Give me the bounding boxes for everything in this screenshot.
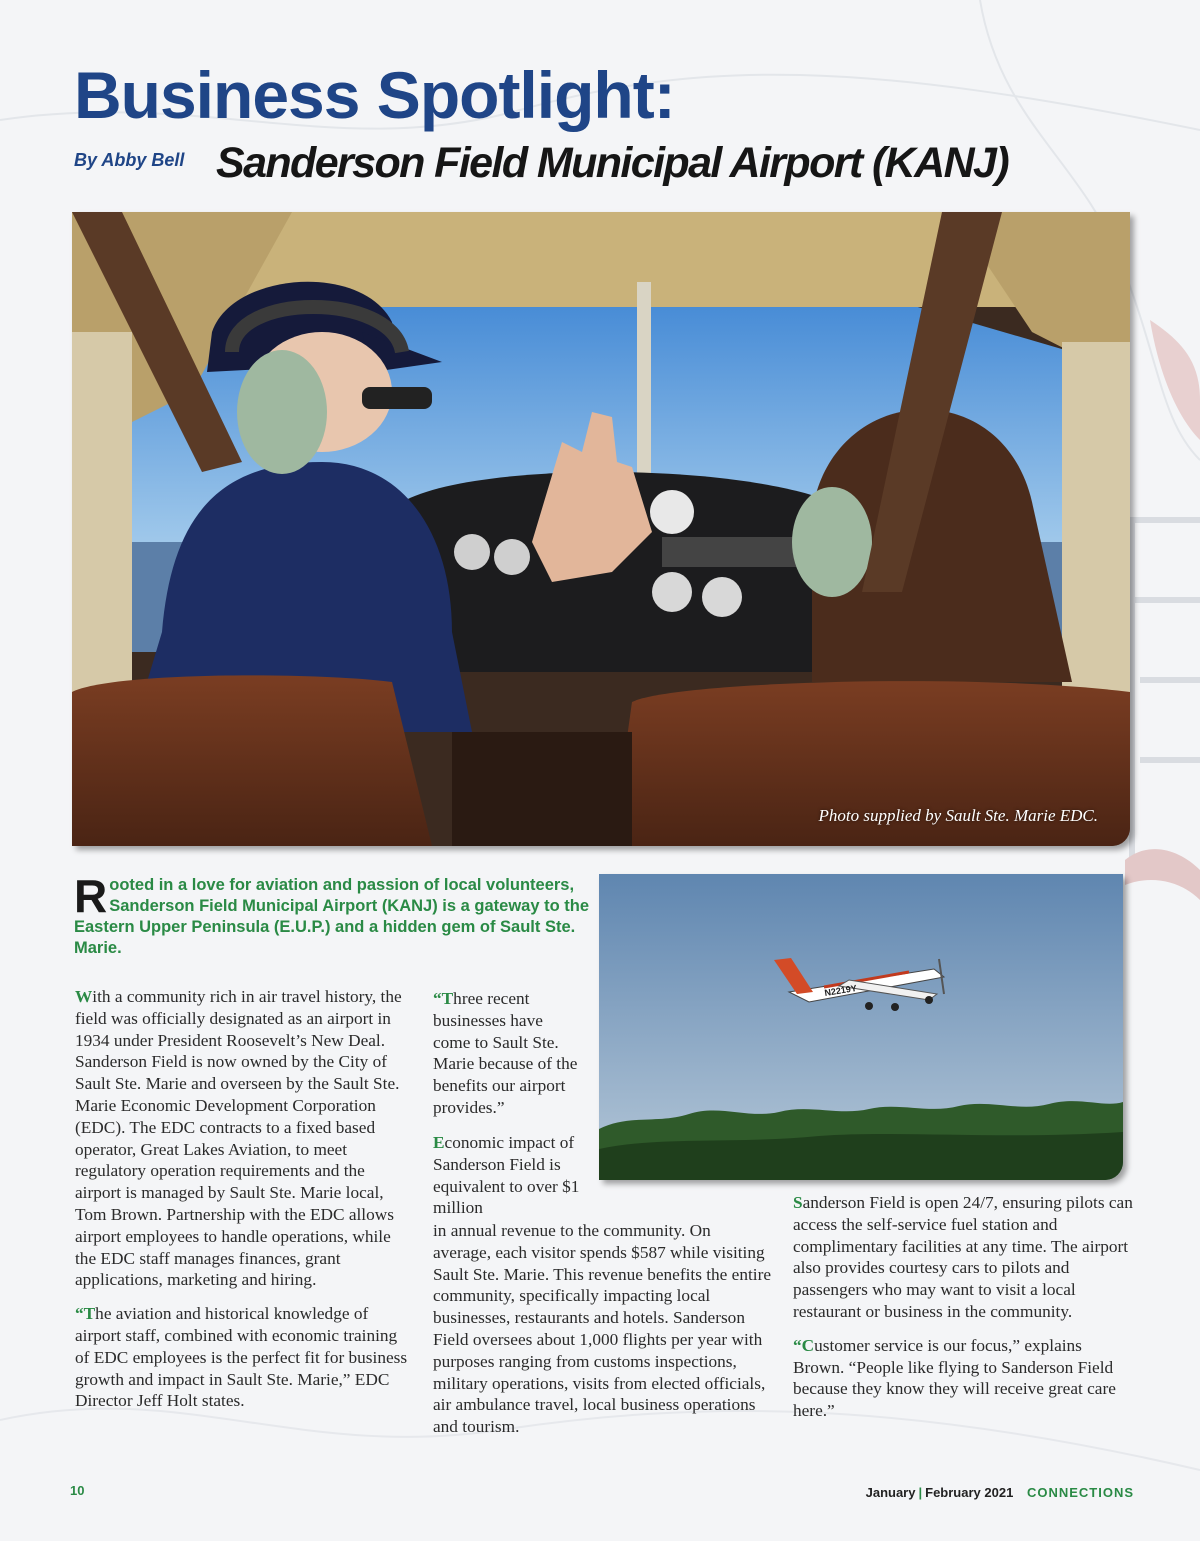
col1-p2-text: he aviation and historical knowledge of airport staff, combined with economic training of EDC employees is the perfect fit for business growth and impact in Sault Ste. Marie,” EDC Director Jeff Holt states.: [75, 1304, 408, 1411]
author-byline: By Abby Bell: [74, 150, 185, 170]
intro-dropcap: R: [74, 870, 108, 922]
col2-cap: E: [433, 1133, 445, 1152]
intro-text: ooted in a love for aviation and passion of local volunteers, Sanderson Field Municipal Airport (KANJ) is a gateway to the Eastern Upper Peninsula (E.U.P.) and a hidden gem of Sault Ste. Marie.: [74, 876, 590, 957]
col2-narrow-text: conomic impact of Sanderson Field is equivalent to over $1 million: [433, 1133, 580, 1218]
issue-month-2: February: [925, 1485, 981, 1500]
column-2-wide: [433, 1220, 773, 1438]
col3-p2-cap: “C: [793, 1335, 815, 1355]
quote-cap: “T: [433, 989, 454, 1008]
intro-paragraph: [74, 870, 590, 959]
col1-paragraph-2: [75, 1303, 415, 1412]
col1-paragraph-1: [75, 986, 415, 1291]
month-divider: |: [918, 1485, 923, 1500]
col2-wide-text: in annual revenue to the community. On average, each visitor spends $587 while visiting Sault Ste. Marie. This revenue benefits the entire community, specifically impacting local businesses, restaurants and hotels. Sanderson Field oversees about 1,000 flights per year with purposes ranging from customs inspections, military operations, visits from elected officials, air ambulance travel, local business operations and tourism.: [433, 1221, 772, 1437]
issue-year: 2021: [984, 1485, 1014, 1500]
column-1: [75, 986, 415, 1424]
quote-text: hree recent businesses have come to Sault Ste. Marie because of the benefits our airport provides.”: [433, 989, 578, 1117]
pull-quote: [433, 988, 583, 1119]
col3-p1-cap: S: [793, 1193, 803, 1212]
aircraft-tail-number: N2219Y: [823, 983, 858, 998]
col1-p1-text: ith a community rich in air travel history, the field was officially designated as an airport in 1934 under President Roosevelt’s New Deal. Sanderson Field is now owned by the City of Sault Ste. Marie and overseen by the Sault Ste. Marie Economic Development Corporation (EDC). The EDC contracts to a fixed based operator, Great Lakes Aviation, to meet regulatory operation requirements and the airport is managed by Sault Ste. Marie local, Tom Brown. Partnership with the EDC allows airport employees to handle operations, while the EDC staff manages finances, grant applications, marketing and hiring.: [75, 987, 402, 1290]
col3-paragraph-2: [793, 1335, 1133, 1422]
column-2-narrow: [433, 1132, 583, 1219]
article-subtitle: Sanderson Field Municipal Airport (KANJ): [216, 139, 1009, 187]
photo-credit: Photo supplied by Sault Ste. Marie EDC.: [818, 806, 1098, 825]
cockpit-photo: [72, 212, 1130, 846]
page-title: Business Spotlight:: [74, 58, 675, 132]
col3-paragraph-1: [793, 1192, 1133, 1323]
col1-p2-cap: “T: [75, 1304, 96, 1324]
col3-p2-text: ustomer service is our focus,” explains Brown. “People like flying to Sanderson Field because they know they will receive great care here.”: [793, 1335, 1116, 1421]
issue-footer: [866, 1485, 1134, 1500]
magazine-name: CONNECTIONS: [1026, 1485, 1134, 1500]
col3-p1-text: anderson Field is open 24/7, ensuring pilots can access the self-service fuel station and complimentary facilities at any time. The airport also provides courtesy cars to pilots and passengers who may want to visit a local restaurant or business in the community.: [793, 1193, 1133, 1321]
issue-month-1: January: [865, 1485, 916, 1500]
column-3: [793, 1192, 1133, 1434]
airplane-takeoff-photo: [599, 874, 1123, 1180]
col1-p1-cap: W: [75, 987, 93, 1006]
page-number: 10: [70, 1483, 85, 1498]
